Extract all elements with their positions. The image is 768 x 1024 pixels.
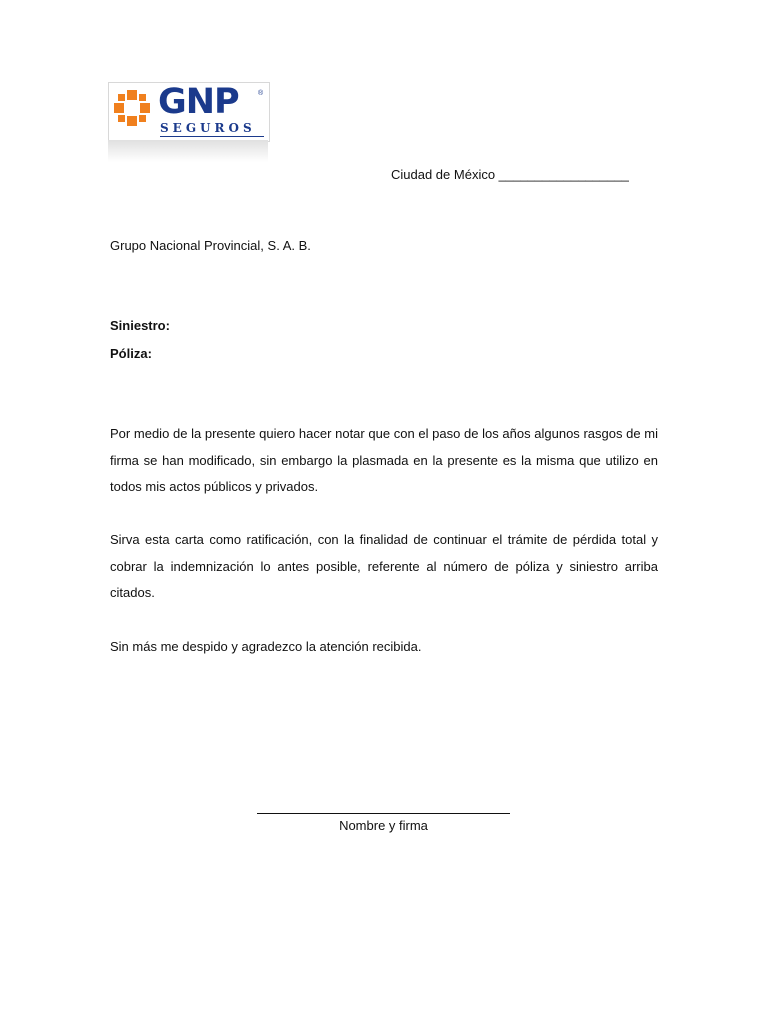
place-date-line: Ciudad de México __________________ bbox=[391, 167, 629, 182]
logo-wordmark: GNP bbox=[158, 82, 239, 122]
body-paragraph: Por medio de la presente quiero hacer notar que con el paso de los años algunos rasgos de mi firma se han modificado, sin embargo la plasmada en la presente es la misma que utilizo en todos mis actos públicos y privados. bbox=[110, 426, 658, 494]
addressee: Grupo Nacional Provincial, S. A. B. bbox=[110, 238, 311, 253]
logo-reflection bbox=[108, 140, 268, 162]
gnp-cross-icon bbox=[112, 88, 152, 128]
signature-line bbox=[257, 813, 510, 814]
closing-paragraph: Sin más me despido y agradezco la atención recibida. bbox=[110, 639, 422, 654]
poliza-label: Póliza: bbox=[110, 346, 152, 361]
body-paragraph: Sirva esta carta como ratificación, con la finalidad de continuar el trámite de pérdida total y cobrar la indemnización lo antes posible, referente al número de póliza y siniestro arriba citados. bbox=[110, 532, 658, 600]
signature-label: Nombre y firma bbox=[339, 818, 428, 833]
registered-mark: ® bbox=[258, 90, 264, 97]
company-logo bbox=[108, 80, 270, 165]
logo-subtitle: SEGUROS bbox=[160, 121, 256, 135]
siniestro-label: Siniestro: bbox=[110, 318, 170, 333]
logo-underline bbox=[160, 136, 264, 137]
